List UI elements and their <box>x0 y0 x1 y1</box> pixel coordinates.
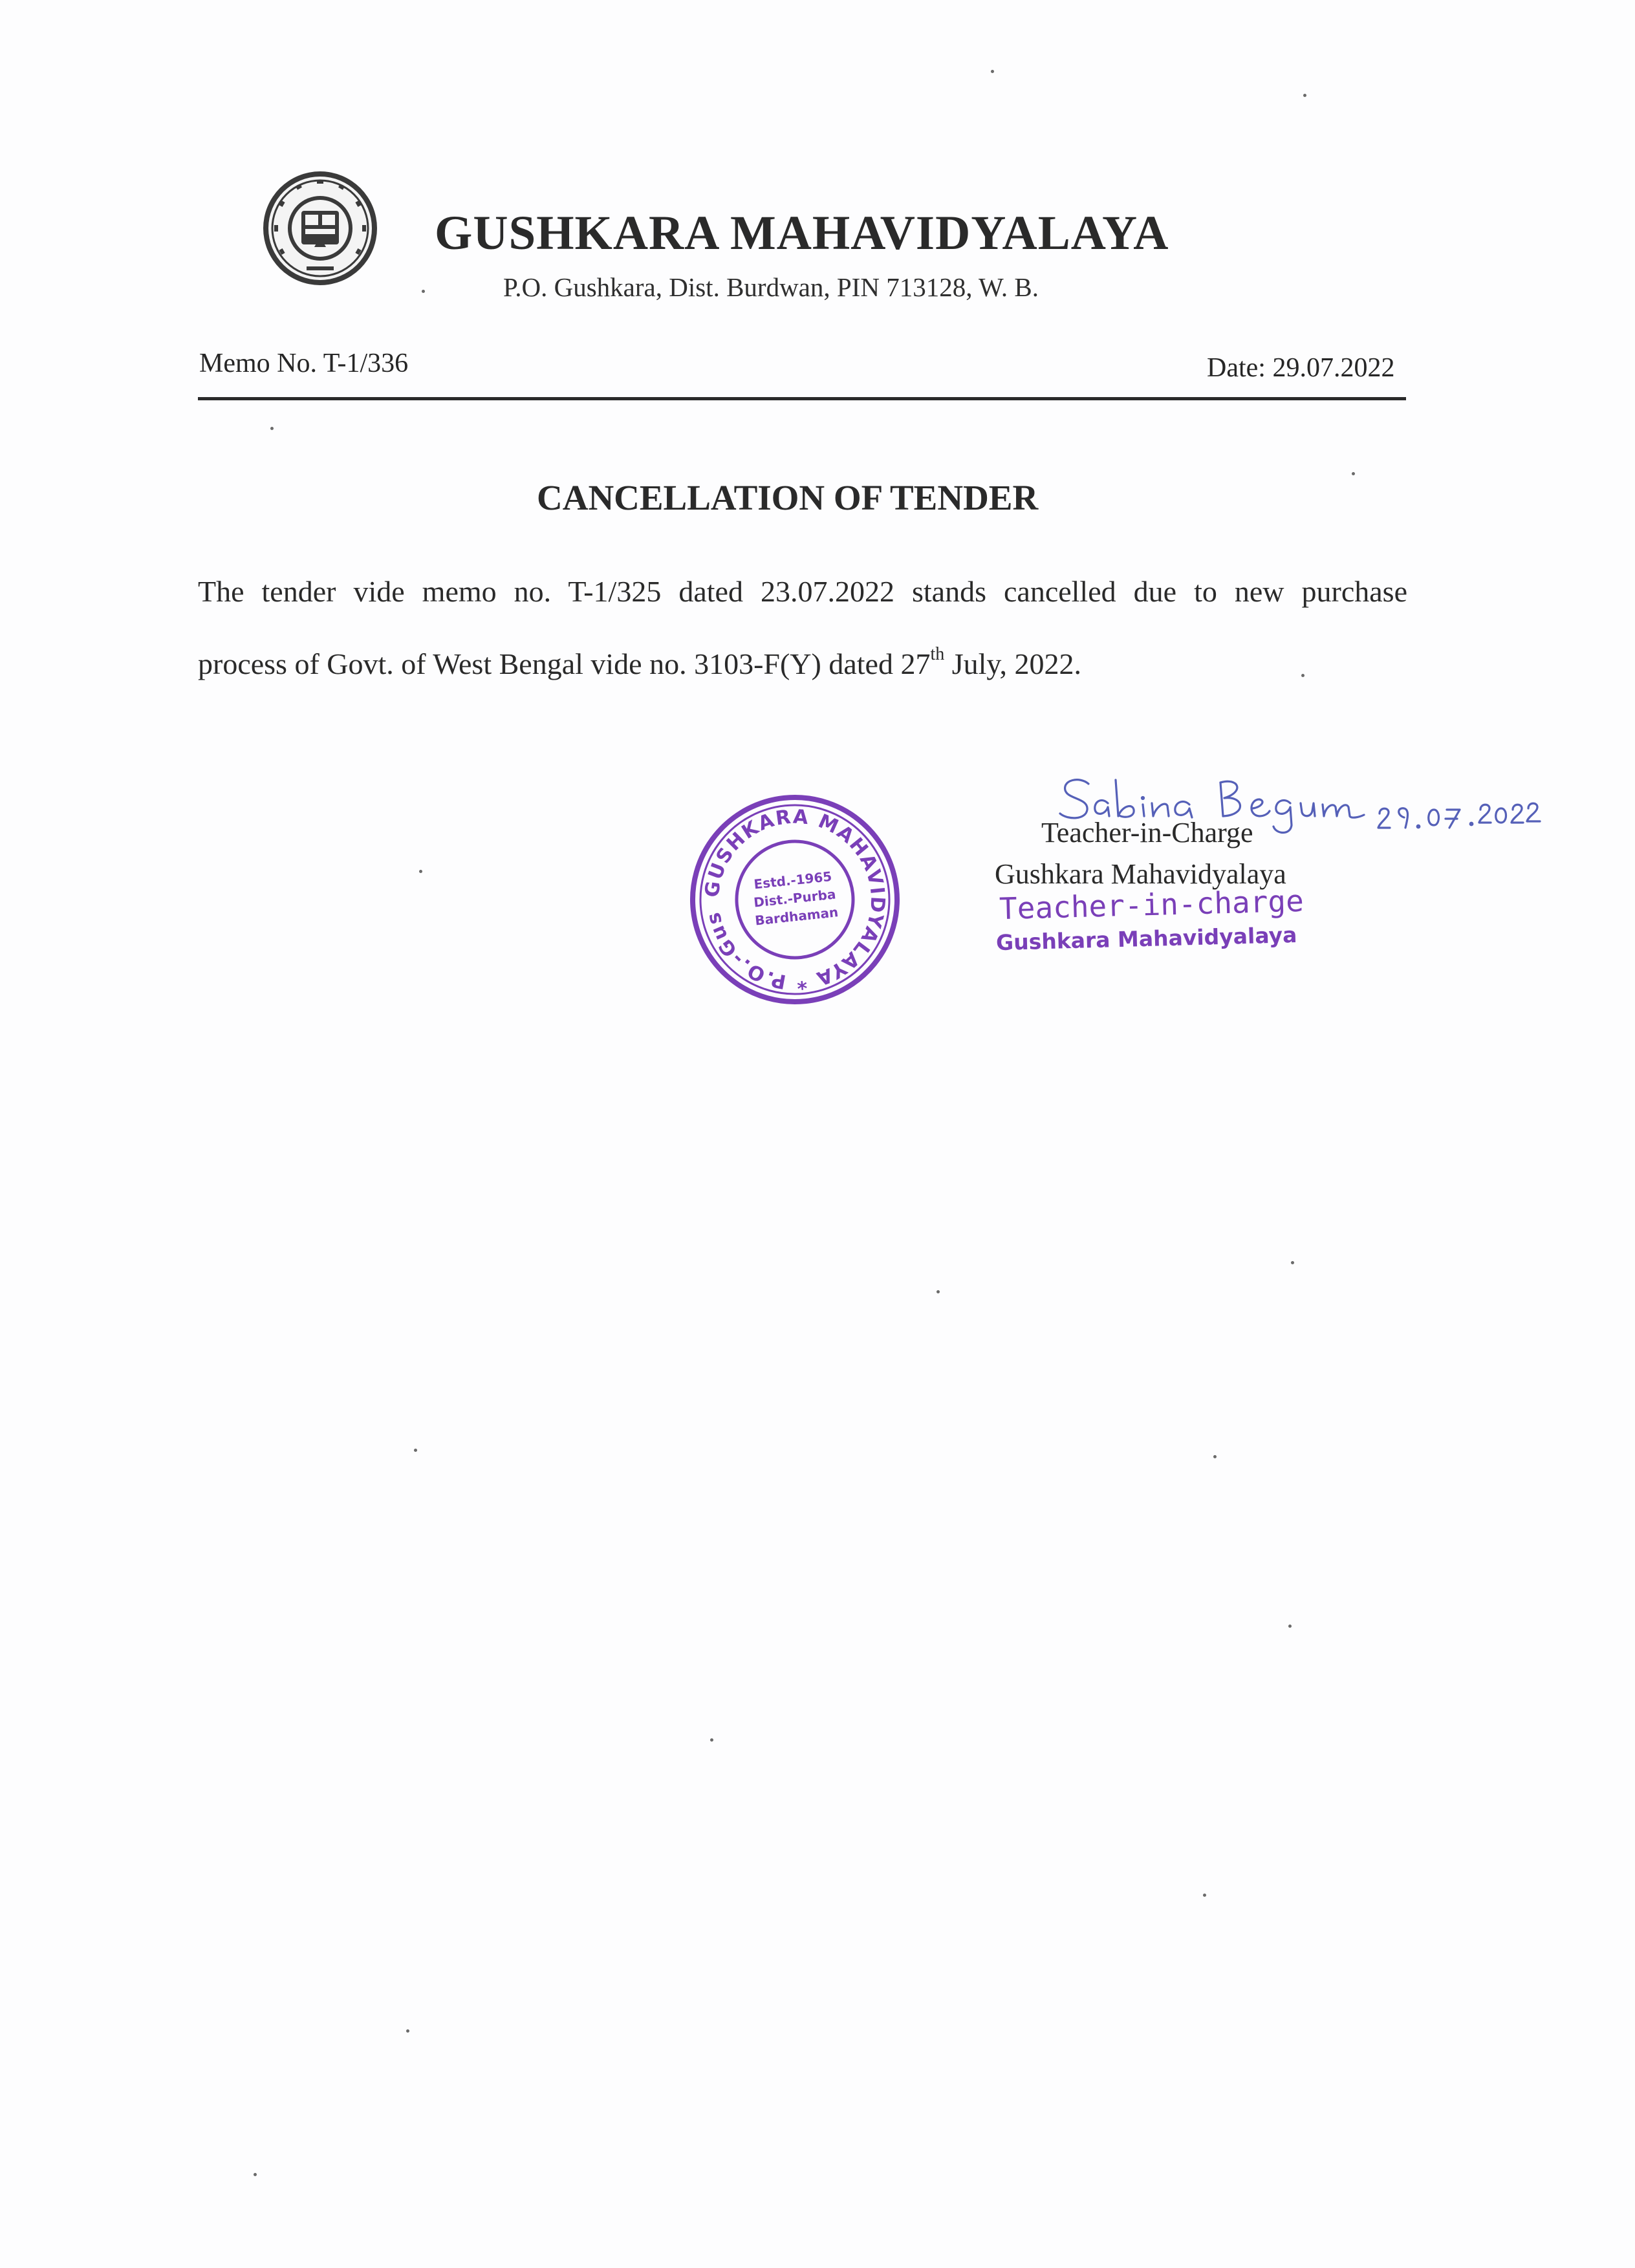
notice-body-line-2-start: process of Govt. of West Bengal vide no. 3103-F(Y) dated 27 <box>198 647 931 680</box>
scan-speck <box>991 70 994 73</box>
scan-speck <box>937 1290 940 1293</box>
seal-inner-line-1: Estd.-1965 <box>753 868 833 892</box>
notice-title: CANCELLATION OF TENDER <box>537 478 1039 517</box>
signatory-role: Teacher-in-Charge <box>1041 817 1253 848</box>
memo-number: Memo No. T-1/336 <box>199 349 409 378</box>
scan-speck <box>1303 94 1306 97</box>
scan-speck <box>422 290 425 293</box>
scan-speck <box>414 1449 417 1452</box>
scan-speck <box>1203 1894 1206 1897</box>
scan-speck <box>1301 674 1305 677</box>
header-divider <box>198 397 1406 400</box>
scan-speck <box>270 427 274 430</box>
scan-speck <box>254 2173 257 2176</box>
college-name: GUSHKARA MAHAVIDYALAYA <box>435 206 1169 260</box>
seal-inner-line-3: Bardhaman <box>754 904 839 929</box>
scan-speck <box>1213 1455 1217 1458</box>
college-emblem-icon <box>261 169 379 287</box>
scan-speck <box>1352 472 1355 475</box>
seal-inner-line-2: Dist.-Purba <box>753 886 837 911</box>
ordinal-suffix: th <box>930 644 945 664</box>
scan-speck <box>1291 1261 1294 1264</box>
scan-speck <box>419 870 422 873</box>
memo-date: Date: 29.07.2022 <box>1207 353 1395 383</box>
rubber-stamp-organization: Gushkara Mahavidyalaya <box>995 922 1297 956</box>
notice-body-line-2-end: July, 2022. <box>944 647 1081 680</box>
notice-body-line-1: The tender vide memo no. T-1/325 dated 23.07.2022 stands cancelled due to new purchase <box>198 575 1407 608</box>
scan-speck <box>1288 1625 1292 1628</box>
signatory-organization: Gushkara Mahavidyalaya <box>995 858 1286 890</box>
seal-outer-text: GUSHKARA MAHAVIDYALAYA * P.O.-Gushkara <box>700 805 889 994</box>
college-seal-stamp <box>688 793 902 1006</box>
notice-body-line-2 <box>198 644 1081 681</box>
scan-speck <box>710 1738 713 1742</box>
rubber-stamp-role: Teacher-in-charge <box>999 883 1305 927</box>
college-address: P.O. Gushkara, Dist. Burdwan, PIN 713128, W. B. <box>503 272 1039 302</box>
scan-speck <box>406 2029 409 2033</box>
